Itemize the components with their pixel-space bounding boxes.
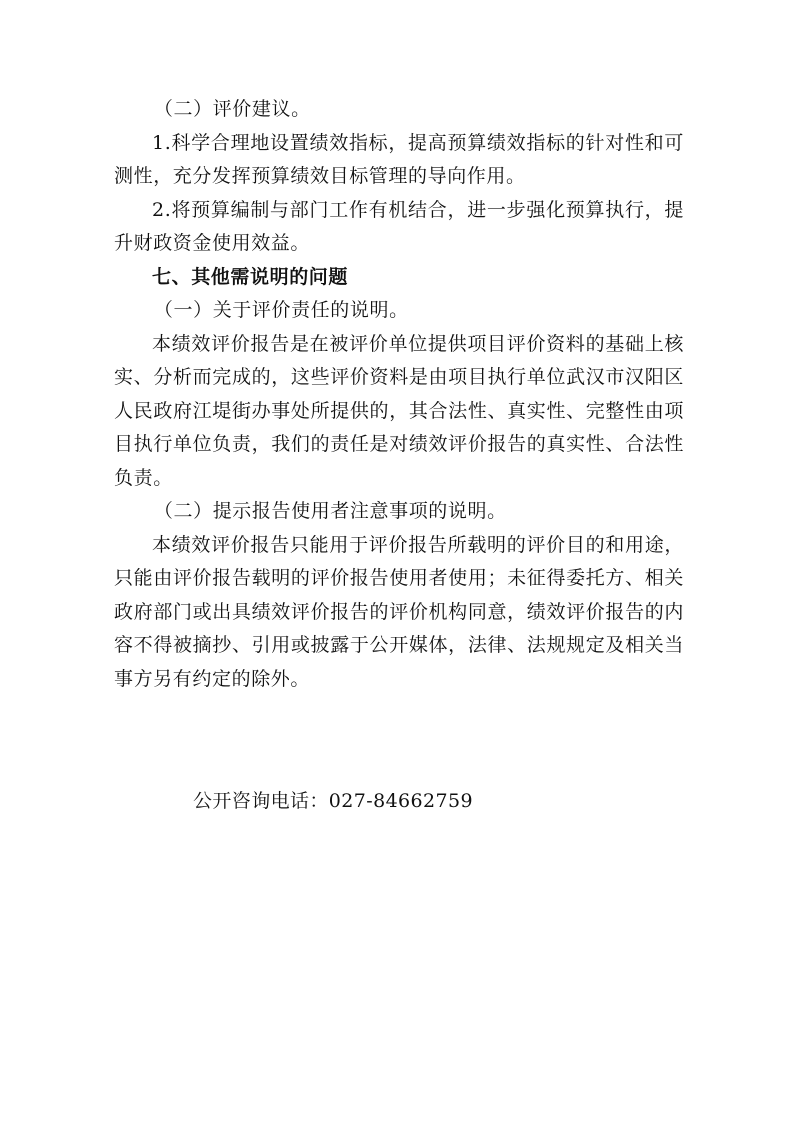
suggestion-item-1: 1.科学合理地设置绩效指标，提高预算绩效指标的针对性和可测性，充分发挥预算绩效目标管理的导向作用。 <box>114 131 684 187</box>
user-notice-paragraph: 本绩效评价报告只能用于评价报告所载明的评价目的和用途，只能由评价报告载明的评价报告使用者使用；未征得委托方、相关政府部门或出具绩效评价报告的评价机构同意，绩效评价报告的内容不得被摘抄、引用或披露于公开媒体，法律、法规规定及相关当事方另有约定的除外。 <box>114 533 684 690</box>
document-body <box>114 93 684 696</box>
public-contact-phone: 公开咨询电话：027-84662759 <box>193 790 473 812</box>
suggestion-item-2: 2.将预算编制与部门工作有机结合，进一步强化预算执行，提升财政资金使用效益。 <box>114 198 684 254</box>
section-heading-other-issues: 七、其他需说明的问题 <box>152 265 349 288</box>
subheading-evaluation-suggestions: （二）评价建议。 <box>153 98 311 120</box>
responsibility-paragraph: 本绩效评价报告是在被评价单位提供项目评价资料的基础上核实、分析而完成的，这些评价资料是由项目执行单位武汉市汉阳区人民政府江堤街办事处所提供的，其合法性、真实性、完整性由项目执行单位负责，我们的责任是对绩效评价报告的真实性、合法性负责。 <box>114 332 684 489</box>
subheading-user-notice: （二）提示报告使用者注意事项的说明。 <box>153 500 507 522</box>
subheading-responsibility: （一）关于评价责任的说明。 <box>153 299 409 321</box>
